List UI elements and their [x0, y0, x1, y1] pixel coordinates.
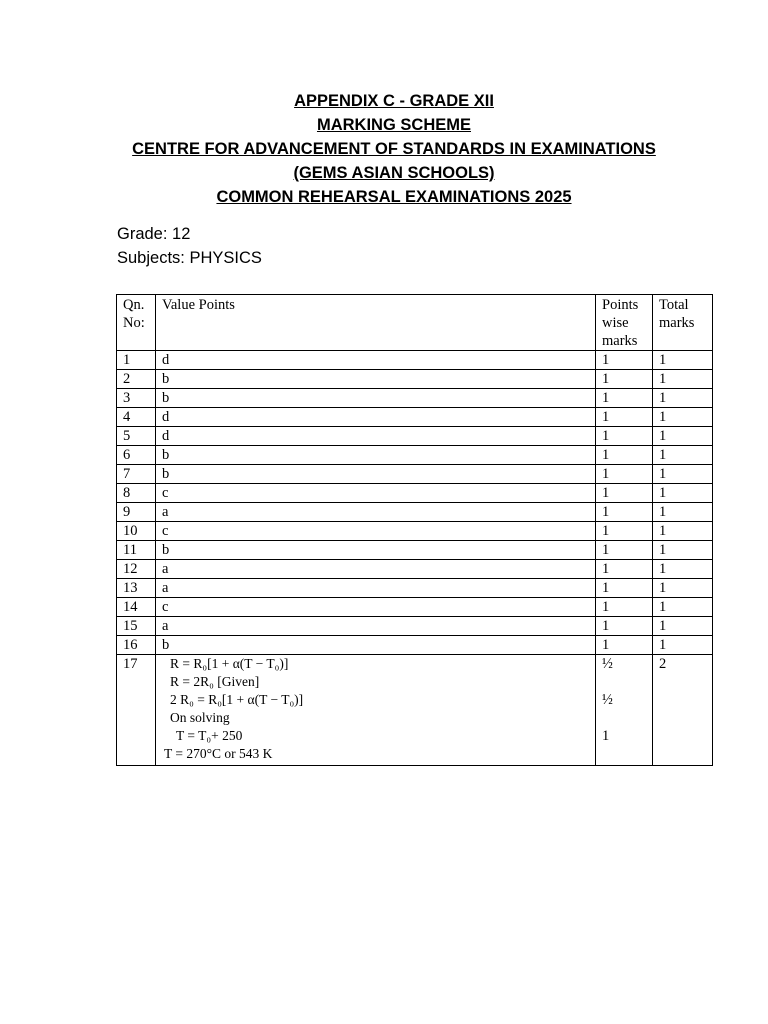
points-wise-mark: 1 [596, 446, 653, 465]
points-wise-mark: 1 [596, 465, 653, 484]
points-wise-mark: 1 [596, 370, 653, 389]
marking-scheme-title: MARKING SCHEME [316, 116, 471, 134]
total-mark: 1 [653, 370, 713, 389]
points-wise-mark: 1 [596, 598, 653, 617]
points-wise-mark: 1 [596, 484, 653, 503]
q17-line-1: R = R₀[1 + α(T − T₀)] [170, 656, 289, 671]
answer-value: b [156, 465, 596, 484]
points-wise-mark: 1 [596, 560, 653, 579]
total-mark: 1 [653, 446, 713, 465]
points-wise-mark: 1 [596, 617, 653, 636]
table-row [117, 598, 713, 617]
question-number: 2 [117, 370, 156, 389]
total-mark: 1 [653, 636, 713, 655]
header-points-wise-marks: Points wise marks [596, 295, 653, 351]
answer-value: b [156, 446, 596, 465]
q17-mark-1: ½ [602, 656, 613, 672]
answer-value: b [156, 389, 596, 408]
q17-total: 2 [653, 655, 713, 766]
q17-points [596, 655, 653, 766]
question-number: 5 [117, 427, 156, 446]
question-number: 1 [117, 351, 156, 370]
question-number: 7 [117, 465, 156, 484]
table-row [117, 617, 713, 636]
question-number: 8 [117, 484, 156, 503]
points-wise-mark: 1 [596, 579, 653, 598]
table-row [117, 560, 713, 579]
exam-title: COMMON REHEARSAL EXAMINATIONS 2025 [216, 188, 572, 206]
grade-label: Grade: 12 [117, 225, 191, 243]
points-wise-mark: 1 [596, 351, 653, 370]
points-wise-mark: 1 [596, 503, 653, 522]
question-number: 6 [117, 446, 156, 465]
q17-line-2: R = 2R₀ [Given] [170, 674, 260, 689]
q17-line-4: On solving [170, 710, 230, 725]
header-value-points: Value Points [156, 295, 596, 351]
centre-title: CENTRE FOR ADVANCEMENT OF STANDARDS IN EXAMINATIONS [132, 140, 656, 158]
answer-value: a [156, 617, 596, 636]
table-row [117, 389, 713, 408]
q17-line-5: T = T₀+ 250 [176, 728, 243, 743]
total-mark: 1 [653, 484, 713, 503]
answer-value: a [156, 560, 596, 579]
table-row [117, 427, 713, 446]
answer-value: d [156, 408, 596, 427]
answer-value: c [156, 598, 596, 617]
table-row [117, 541, 713, 560]
appendix-title: APPENDIX C - GRADE XII [294, 92, 494, 110]
points-wise-mark: 1 [596, 541, 653, 560]
table-row [117, 351, 713, 370]
table-header-row [117, 295, 713, 351]
question-number: 16 [117, 636, 156, 655]
question-number: 14 [117, 598, 156, 617]
table-row [117, 446, 713, 465]
document-header [0, 89, 768, 209]
total-mark: 1 [653, 427, 713, 446]
question-number: 3 [117, 389, 156, 408]
answer-value: c [156, 484, 596, 503]
question-number: 13 [117, 579, 156, 598]
answer-value: c [156, 522, 596, 541]
table-row [117, 522, 713, 541]
q17-line-3: 2 R₀ = R₀[1 + α(T − T₀)] [170, 692, 304, 707]
question-number: 10 [117, 522, 156, 541]
q17-mark-2: ½ [602, 692, 613, 708]
answer-value: d [156, 351, 596, 370]
total-mark: 1 [653, 579, 713, 598]
total-mark: 1 [653, 465, 713, 484]
total-mark: 1 [653, 617, 713, 636]
question-number: 11 [117, 541, 156, 560]
points-wise-mark: 1 [596, 389, 653, 408]
total-mark: 1 [653, 389, 713, 408]
table-row [117, 408, 713, 427]
answer-value: b [156, 636, 596, 655]
table-row [117, 370, 713, 389]
total-mark: 1 [653, 408, 713, 427]
school-title: (GEMS ASIAN SCHOOLS) [293, 164, 495, 182]
answer-value: d [156, 427, 596, 446]
answer-value: b [156, 370, 596, 389]
table-row [117, 484, 713, 503]
header-total-marks: Total marks [653, 295, 713, 351]
points-wise-mark: 1 [596, 408, 653, 427]
points-wise-mark: 1 [596, 522, 653, 541]
question-number: 15 [117, 617, 156, 636]
table-row [117, 503, 713, 522]
answer-value: a [156, 579, 596, 598]
q17-mark-3: 1 [602, 728, 610, 744]
question-number: 4 [117, 408, 156, 427]
question-number: 12 [117, 560, 156, 579]
answer-value: b [156, 541, 596, 560]
q17-solution [156, 655, 596, 766]
total-mark: 1 [653, 541, 713, 560]
total-mark: 1 [653, 351, 713, 370]
marking-table [116, 294, 713, 766]
total-mark: 1 [653, 560, 713, 579]
total-mark: 1 [653, 598, 713, 617]
points-wise-mark: 1 [596, 427, 653, 446]
table-row [117, 579, 713, 598]
table-body [117, 351, 713, 766]
subjects-label: Subjects: PHYSICS [117, 249, 262, 267]
header-qn: Qn. No: [117, 295, 156, 351]
answer-value: a [156, 503, 596, 522]
total-mark: 1 [653, 503, 713, 522]
total-mark: 1 [653, 522, 713, 541]
q17-line-6: T = 270°C or 543 K [164, 746, 273, 761]
table-row-q17 [117, 655, 713, 766]
points-wise-mark: 1 [596, 636, 653, 655]
question-number: 9 [117, 503, 156, 522]
q17-number: 17 [117, 655, 156, 766]
table-row [117, 465, 713, 484]
table-row [117, 636, 713, 655]
